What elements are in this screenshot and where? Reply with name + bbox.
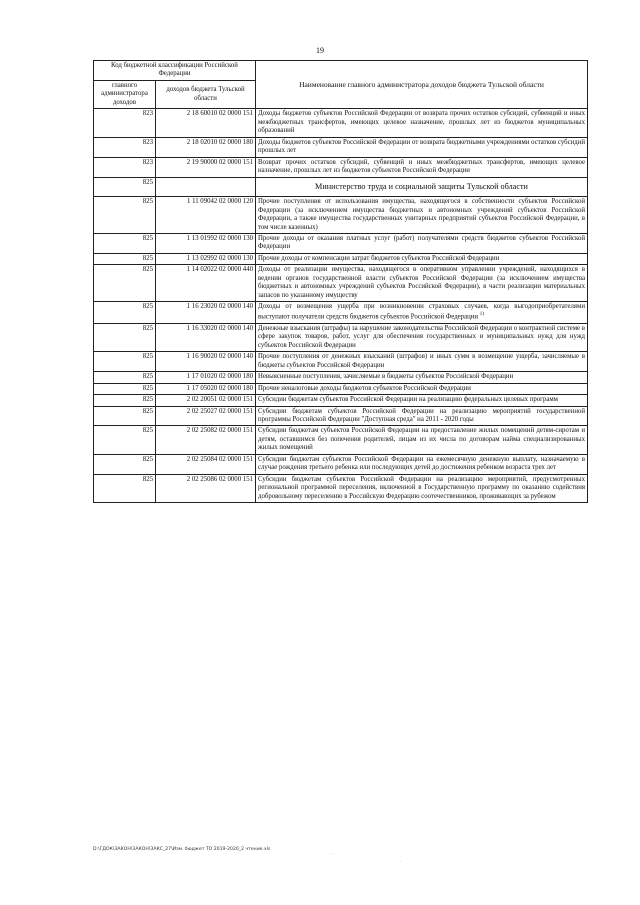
income-name-text: Субсидии бюджетам субъектов Российской Федерации на реализацию мероприятий, предусмотренных региональной программой переселения, включенной в Государственную программу по оказанию содействия добровольному переселению в Российскую Федерацию соотечественников, проживающих за рубежом (258, 475, 585, 500)
income-name-cell (256, 253, 588, 264)
name-column-header: Наименование главного администратора доходов бюджета Тульской области (256, 61, 588, 109)
admin-code-cell: 825 (94, 177, 156, 196)
income-name-cell (256, 302, 588, 323)
table-row (94, 406, 588, 426)
income-name-cell (256, 157, 588, 177)
income-name-text: Возврат прочих остатков субсидий, субвенций и иных межбюджетных трансфертов, имеющих целевое назначение, прошлых лет из бюджетов субъектов Российской Федерации (258, 158, 585, 175)
income-name-text: Доходы бюджетов субъектов Российской Федерации от возврата прочих остатков субсидий, субвенций и иных межбюджетных трансфертов, имеющих целевое назначение, прошлых лет из бюджетов муниципальных образований (258, 110, 585, 135)
table-row (94, 253, 588, 264)
footnote-marker: 1) (479, 311, 484, 317)
admin-column-header: главного администратора доходов (94, 80, 156, 108)
admin-code-cell: 825 (94, 372, 156, 383)
income-code-cell: 2 02 20051 02 0000 151 (156, 395, 256, 406)
income-name-cell (256, 372, 588, 383)
admin-code-cell: 825 (94, 383, 156, 394)
income-name-cell (256, 426, 588, 454)
income-code-cell: 1 13 01992 02 0000 130 (156, 234, 256, 254)
income-code-cell: 1 14 02022 02 0000 440 (156, 265, 256, 302)
admin-code-cell: 823 (94, 137, 156, 157)
admin-code-cell: 823 (94, 157, 156, 177)
income-name-cell (256, 395, 588, 406)
income-name-cell (256, 137, 588, 157)
table-row (94, 157, 588, 177)
table-row (94, 109, 588, 137)
table-row (94, 372, 588, 383)
admin-code-cell: 825 (94, 265, 156, 302)
admin-code-cell: 825 (94, 406, 156, 426)
scan-artifact: · · (330, 852, 335, 857)
income-code-cell: 2 02 25027 02 0000 151 (156, 406, 256, 426)
table-row (94, 426, 588, 454)
income-name-text: Доходы от возмещения ущерба при возникновении страховых случаев, когда выгодоприобретателями выступают получатели средств бюджетов субъектов Российской Федерации (258, 303, 585, 321)
income-code-cell: 1 16 90020 02 0000 140 (156, 352, 256, 372)
table-body (94, 109, 588, 503)
income-code-cell: 2 02 25086 02 0000 151 (156, 474, 256, 502)
table-row (94, 265, 588, 302)
table-header-row-1 (94, 61, 588, 81)
income-name-text: Субсидии бюджетам субъектов Российской Федерации на реализацию федеральных целевых программ (258, 396, 558, 404)
admin-code-cell: 825 (94, 323, 156, 351)
income-name-text: Прочие неналоговые доходы бюджетов субъектов Российской Федерации (258, 384, 471, 392)
income-code-cell: 1 17 05020 02 0000 180 (156, 383, 256, 394)
ministry-row (94, 177, 588, 196)
admin-code-cell: 825 (94, 426, 156, 454)
income-code-cell: 1 11 09042 02 0000 120 (156, 197, 256, 234)
admin-code-cell: 825 (94, 454, 156, 474)
admin-code-cell: 825 (94, 197, 156, 234)
table-row (94, 383, 588, 394)
income-name-text: Министерство труда и социальной защиты Тульской области (315, 181, 528, 191)
admin-code-cell: 823 (94, 109, 156, 137)
income-name-text: Доходы от реализации имущества, находящегося в оперативном управлении учреждений, находящихся в ведении органов государственной власти субъектов Российской Федерации (за исключением имущества бюджетных и автономных учреждений субъектов Российской Федерации), в части реализации материальных запасов по указанному имуществу (258, 266, 585, 299)
income-name-cell (256, 197, 588, 234)
income-code-cell: 1 16 23020 02 0000 140 (156, 302, 256, 323)
page-number: 19 (316, 46, 324, 55)
income-name-text: Субсидии бюджетам субъектов Российской Федерации на ежемесячную денежную выплату, назначаемую в случае рождения третьего ребенка или последующих детей до достижения ребенком возраста трех лет (258, 455, 585, 472)
table-row (94, 352, 588, 372)
table-row (94, 234, 588, 254)
income-name-cell (256, 234, 588, 254)
table-row (94, 454, 588, 474)
table-row (94, 302, 588, 323)
admin-code-cell: 825 (94, 234, 156, 254)
income-code-cell: 2 18 02010 02 0000 180 (156, 137, 256, 157)
income-name-cell (256, 323, 588, 351)
income-name-cell (256, 406, 588, 426)
income-name-cell (256, 454, 588, 474)
scan-artifact: · (400, 860, 402, 865)
income-code-cell: 2 02 25084 02 0000 151 (156, 454, 256, 474)
income-code-cell: 1 17 01020 02 0000 180 (156, 372, 256, 383)
admin-code-cell: 825 (94, 253, 156, 264)
income-code-cell: 2 18 60010 02 0000 151 (156, 109, 256, 137)
income-code-cell: 2 19 90000 02 0000 151 (156, 157, 256, 177)
income-name-text: Доходы бюджетов субъектов Российской Федерации от возврата бюджетными учреждениями остатков субсидий прошлых лет (258, 138, 585, 155)
ministry-name-cell (256, 177, 588, 196)
admin-code-cell: 825 (94, 302, 156, 323)
income-name-text: Субсидии бюджетам субъектов Российской Федерации на предоставление жилых помещений детям-сиротам и детям, оставшимся без попечения родителей, лицам из их числа по договорам найма специализированных жилых помещений (258, 427, 585, 452)
income-name-text: Прочие поступления от денежных взысканий (штрафов) и иных сумм в возмещение ущерба, зачисляемые в бюджеты субъектов Российской Федерации (258, 353, 585, 369)
income-name-text: Денежные взыскания (штрафы) за нарушение законодательства Российской Федерации о контрактной системе в сфере закупок товаров, работ, услуг для обеспечения государственных и муниципальных нужд для нужд субъектов Российской Федерации (258, 324, 585, 349)
income-code-cell: 2 02 25082 02 0000 151 (156, 426, 256, 454)
income-name-text: Субсидии бюджетам субъектов Российской Федерации на реализацию мероприятий государственной программы Российской Федерации "Доступная среда" на 2011 - 2020 годы (258, 407, 585, 423)
income-name-text: Прочие доходы от оказания платных услуг (работ) получателями средств бюджетов субъектов Российской Федерации (258, 235, 585, 251)
table-row (94, 474, 588, 502)
budget-classification-table (93, 60, 588, 503)
income-code-cell (156, 177, 256, 196)
code-group-header: Код бюджетной классификации Российской Федерации (94, 61, 256, 81)
income-column-header: доходов бюджета Тульской области (156, 80, 256, 108)
income-name-cell (256, 109, 588, 137)
table-row (94, 137, 588, 157)
income-name-cell (256, 383, 588, 394)
income-name-text: Невыясненные поступления, зачисляемые в бюджеты субъектов Российской Федерации (258, 373, 514, 381)
income-code-cell: 1 13 02992 02 0000 130 (156, 253, 256, 264)
admin-code-cell: 825 (94, 474, 156, 502)
income-name-cell (256, 474, 588, 502)
admin-code-cell: 825 (94, 352, 156, 372)
table-row (94, 197, 588, 234)
income-name-text: Прочие доходы от компенсации затрат бюджетов субъектов Российской Федерации (258, 254, 500, 262)
admin-code-cell: 825 (94, 395, 156, 406)
income-name-text: Прочие поступления от использования имущества, находящегося в собственности субъектов Российской Федерации (за исключением имущества бюджетных и автономных учреждений субъектов Российской Федерации, а также имущества государственных унитарных предприятий субъектов Российской Федерации, в том числе казенных) (258, 198, 585, 231)
table-row (94, 323, 588, 351)
footer-file-path: D:\ГДОК\ЗАКОН\ЗАКОН\ЗАКС_27\Изм. бюджет ТО 2019-2020_2 чтение.xls (93, 847, 271, 852)
income-name-cell (256, 265, 588, 302)
income-code-cell: 1 16 33020 02 0000 140 (156, 323, 256, 351)
table-row (94, 395, 588, 406)
income-name-cell (256, 352, 588, 372)
